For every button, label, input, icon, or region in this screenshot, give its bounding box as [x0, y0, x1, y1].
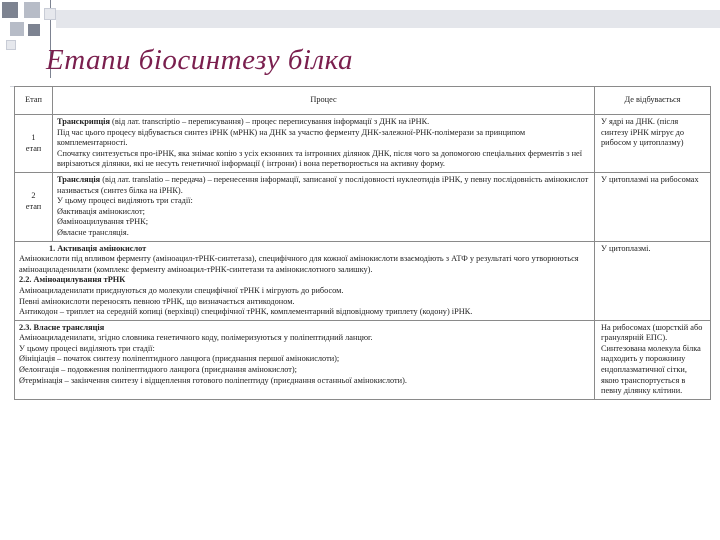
- table-row: [15, 320, 711, 399]
- process-term: Транскрипція: [57, 117, 110, 126]
- header-where: Де відбувається: [595, 87, 711, 115]
- header-process: Процес: [53, 87, 595, 115]
- deco-square-icon: [10, 22, 24, 36]
- process-cell: [15, 241, 595, 320]
- process-line: Øелонгація – подовження поліпептидного ланцюга (приєднання амінокислот);: [19, 365, 297, 375]
- process-heading: 2.3. Власне трансляція: [19, 322, 105, 332]
- process-term: Трансляція: [57, 174, 101, 184]
- stage-number: 1: [31, 133, 36, 142]
- stage-label: етап: [25, 143, 42, 153]
- process-line: Спочатку синтезується про-іРНК, яка знімає копію з усіх екзонних та інтронних ділянок ДНК, після чого за допомогою спеціальних ферментів з неї вирізаються ділянки, які не несуть генетичної інформації ( інтрони) і вона перетворюється на активну форму.: [57, 148, 583, 169]
- header-bar: [56, 10, 720, 28]
- deco-square-icon: [28, 24, 40, 36]
- process-line: У цьому процесі виділяють три стадії:: [57, 196, 193, 206]
- where-cell: У ядрі на ДНК. (після синтезу іРНК мігрує до рибосом у цитоплазму): [595, 115, 711, 173]
- process-line: (від лат. transcriptio – переписування) – процес переписування інформації з ДНК на іРНК.: [109, 117, 430, 126]
- deco-square-icon: [44, 8, 56, 20]
- process-line: (від лат. translatio – передача) – перенесення інформації, записаної у послідовності нуклеотидів іРНК, у певну послідовність амінокислот називається (синтез білка на іРНК).: [57, 174, 589, 195]
- process-line: Øактивація амінокислот;: [57, 206, 145, 216]
- table-row: [15, 172, 711, 241]
- stage-cell: [15, 115, 53, 173]
- process-line: Антикодон – триплет на середній копиці (верхівці) специфічної тРНК, комплементарний відповідному триплету (кодону) іРНК.: [19, 307, 473, 317]
- stage-label: етап: [25, 201, 42, 211]
- process-line: Аміноациладенилати, згідно словника генетичного коду, полімеризуються у поліпептидний ланцюг.: [19, 333, 373, 343]
- stages-table: [14, 86, 711, 400]
- process-subheading: 2.2. Аміноацилування тРНК: [19, 275, 126, 285]
- process-line: У цьому процесі виділяють три стадії:: [19, 343, 155, 353]
- process-cell: [53, 115, 595, 173]
- table-header-row: [15, 87, 711, 115]
- process-heading: 1. Активація амінокислот: [49, 243, 147, 253]
- stage-number: 2: [31, 190, 36, 200]
- header-stage: Етап: [15, 87, 53, 115]
- where-cell: На рибосомах (шорсткій або гранулярній ЕПС). Синтезована молекула білка надходить у порожнину ендоплазматичної сітки, якою транспортується в певну ділянку клітини.: [595, 320, 711, 399]
- process-line: Амінокислоти під впливом ферменту (аміноацил-тРНК-синтетаза), специфічного для кожної амінокислоти взаємодіють з АТФ у результаті чого утворюються аміноациладенилати (комплекс ферменту аміноацил-тРНК-синтетази та амінокислотного залишку).: [19, 254, 579, 274]
- where-cell: У цитоплазмі на рибосомах: [595, 172, 711, 241]
- stage-cell: [15, 172, 53, 241]
- where-cell: У цитоплазмі.: [595, 241, 711, 320]
- process-cell: [15, 320, 595, 399]
- deco-square-icon: [2, 2, 18, 18]
- process-line: Певні амінокислоти переносять певною тРНК, що визначається антикодоном.: [19, 296, 295, 306]
- process-line: Øініціація – початок синтезу поліпептидного ланцюга (приєднання першої амінокислоти);: [19, 354, 340, 364]
- process-line: Øамінoацилування тРНК;: [57, 217, 149, 227]
- table-row: [15, 241, 711, 320]
- process-line: Аміноациладенилати приєднуються до молекули специфічної тРНК і мігрують до рибосом.: [19, 285, 344, 295]
- deco-square-icon: [6, 40, 16, 50]
- process-cell: [53, 172, 595, 241]
- deco-square-icon: [24, 2, 40, 18]
- process-line: Øтермінація – закінчення синтезу і відщеплення готового поліпептиду (приєднання останньої амінокислоти).: [19, 375, 407, 385]
- table-row: [15, 115, 711, 173]
- process-line: Під час цього процесу відбувається синтез іРНК (мРНК) на ДНК за участю ферменту ДНК-залежної-РНК-полімерази за принципом комплементарності.: [57, 127, 526, 148]
- slide-title: Етапи біосинтезу білка: [46, 44, 353, 76]
- process-line: Øвласне трансляція.: [57, 227, 129, 237]
